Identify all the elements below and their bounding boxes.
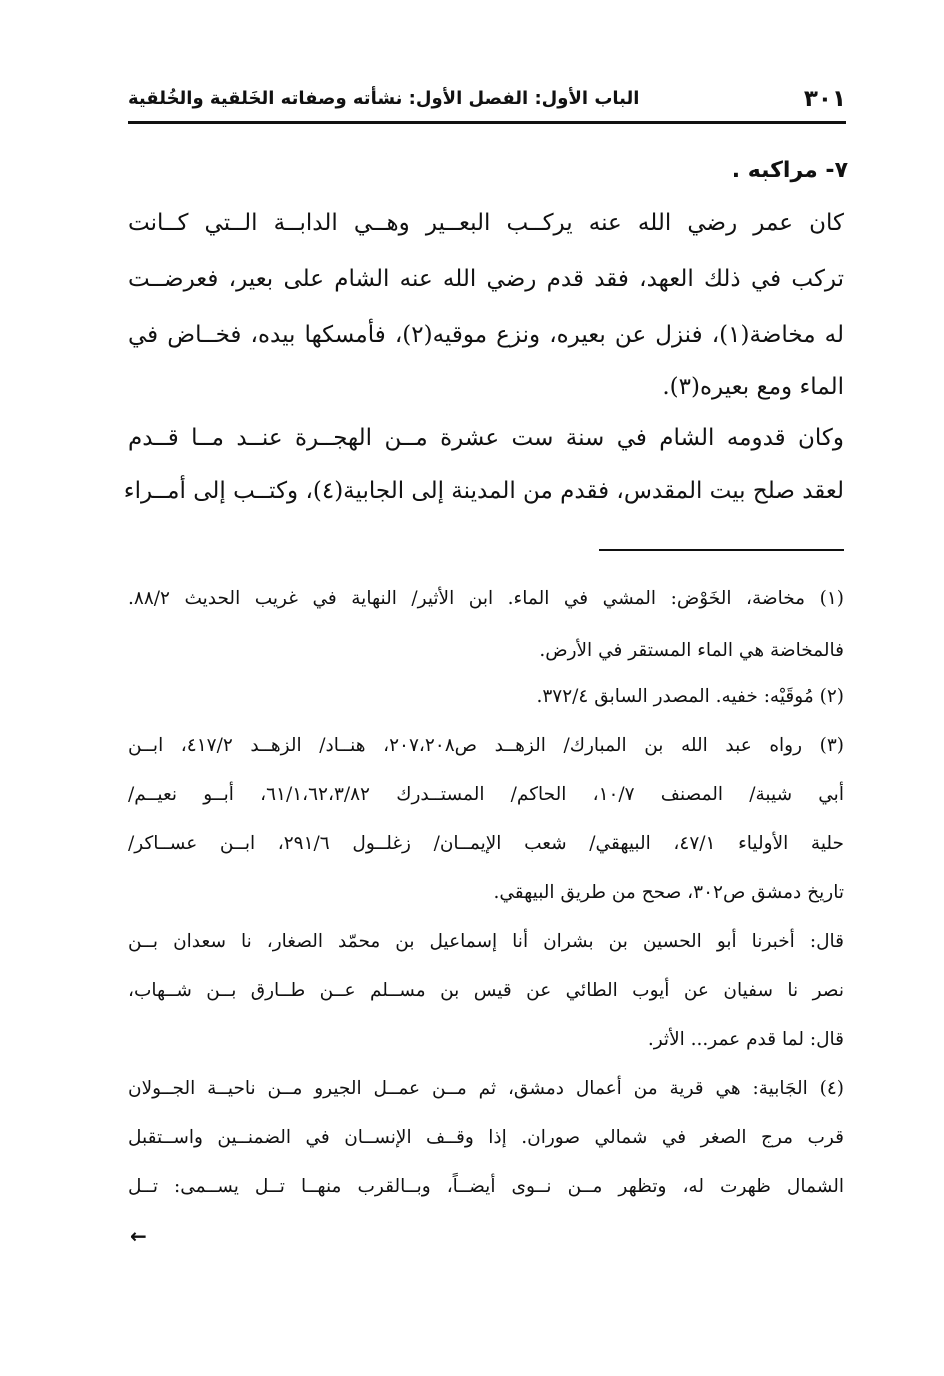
body-line: تركب في ذلك العهد، فقد قدم رضي الله عنه الشام على بعير، فعرضــت <box>128 266 844 292</box>
running-title: الباب الأول: الفصل الأول: نشأته وصفاته الخَلقية والخُلقية <box>128 88 640 109</box>
footnote-line: نصر نا سفيان عن أيوب الطائي عن قيس بن مســلم عــن طــارق بــن شــهاب، <box>128 980 844 1001</box>
footnote-line: (٢) مُوقَيْه: خفيه. المصدر السابق ٣٧٢/٤. <box>536 686 844 707</box>
header-rule <box>128 121 846 124</box>
footnote-line: قرب مرج الصغر في شمالي صوران. إذا وقــف الإنســان في الضمنــين واســتقبل <box>128 1127 844 1148</box>
body-line: له مخاضة(١)، فنزل عن بعيره، ونزع موقيه(٢)، فأمسكها بيده، فخــاض في <box>128 322 844 348</box>
footnote-line: حلية الأولياء ٤٧/١، البيهقي/ شعب الإيمــان/ زغلــول ٢٩١/٦، ابــن عســاكر/ <box>128 833 844 854</box>
footnote-line: تاريخ دمشق ص٣٠٢، صحح من طريق البيهقي. <box>493 882 844 903</box>
section-title: ٧- مراكبه . <box>731 158 848 183</box>
body-line: كان عمر رضي الله عنه يركــب البعــير وهــي الدابــة الــتي كــانت <box>128 210 844 236</box>
running-header <box>128 86 846 118</box>
arrow-left-icon: ← <box>130 1224 147 1248</box>
footnote-line: فالمخاضة هي الماء المستقر في الأرض. <box>539 640 844 661</box>
footnote-line: (٣) رواه عبد الله بن المبارك/ الزهــد ص٢٠٧،٢٠٨، هنــاد/ الزهــد ٤١٧/٢، ابــن <box>128 735 844 756</box>
footnote-line: (٤) الجَابية: هي قرية من أعمال دمشق، ثم مــن عمــل الجيرو مــن ناحيــة الجــولان <box>128 1078 844 1099</box>
body-line: الماء ومع بعيره(٣). <box>662 374 844 400</box>
body-line: وكان قدومه الشام في سنة ست عشرة مــن الهجــرة عنــد مــا قــدم <box>128 425 844 451</box>
footnote-line: أبي شيبة/ المصنف ١٠/٧، الحاكم/ المستــدرك ٦١/١،٦٢،٣/٨٢، أبــو نعيــم/ <box>128 784 844 805</box>
body-line: لعقد صلح بيت المقدس، فقدم من المدينة إلى الجابية(٤)، وكتــب إلى أمــراء <box>123 478 844 504</box>
footnote-line: قال: لما قدم عمر... الأثر. <box>647 1029 844 1050</box>
page-number: ٣٠١ <box>803 86 846 112</box>
footnote-line: (١) مخاضة، الخَوْض: المشي في الماء. ابن الأثير/ النهاية في غريب الحديث ٨٨/٢. <box>128 588 844 609</box>
footnote-separator <box>599 549 844 551</box>
footnote-line: الشمال ظهرت له، وتظهر مــن نــوى أيضــاً، وبــالقرب منهــا تــل يســمى: تــل <box>128 1176 844 1197</box>
footnote-line: قال: أخبرنا أبو الحسين بن بشران أنا إسماعيل بن محمّد الصغار، نا سعدان بــن <box>128 931 844 952</box>
